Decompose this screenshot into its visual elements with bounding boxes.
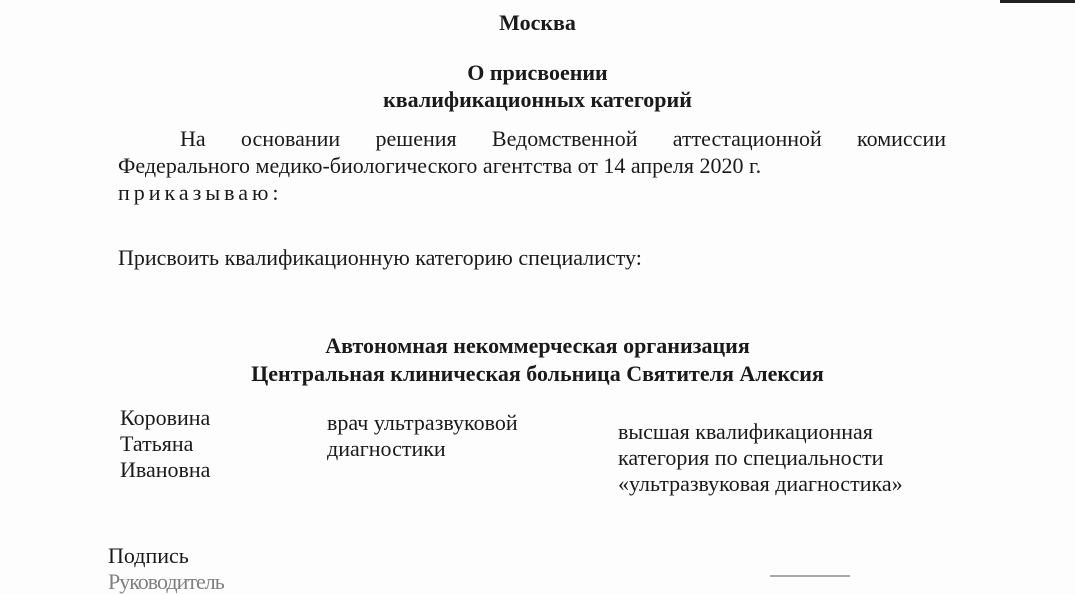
title-line-1: О присвоении xyxy=(467,60,608,85)
specialist-position xyxy=(327,410,518,462)
organization-line-1: Автономная некоммерческая организация xyxy=(325,333,750,358)
preamble-line-2: Федерального медико-биологического агентства от 14 апреля 2020 г. xyxy=(118,153,762,178)
organization-line-2: Центральная клиническая больница Святителя Алексия xyxy=(251,361,824,386)
category-line: высшая квалификационная xyxy=(618,419,873,444)
specialist-name xyxy=(120,405,210,483)
category-line: категория по специальности xyxy=(618,445,884,470)
position-line: врач ультразвуковой xyxy=(327,410,518,435)
city-heading: Москва xyxy=(499,10,576,35)
signature-label: Подпись xyxy=(108,543,189,568)
name-line: Ивановна xyxy=(120,457,211,482)
preamble-paragraph xyxy=(118,125,946,206)
specialist-category xyxy=(618,419,903,497)
name-line: Татьяна xyxy=(120,431,194,456)
position-line: диагностики xyxy=(327,436,446,461)
signature-role: Руководитель xyxy=(108,569,224,594)
stamp-mark xyxy=(770,575,850,585)
signature-block xyxy=(108,543,224,595)
preamble-line-3: приказываю: xyxy=(118,180,283,205)
title-line-2: квалификационных категорий xyxy=(383,87,692,112)
category-line: «ультразвуковая диагностика» xyxy=(618,471,903,496)
corner-mark xyxy=(1000,0,1075,3)
name-line: Коровина xyxy=(120,405,211,430)
order-text: Присвоить квалификационную категорию специалисту: xyxy=(118,245,642,270)
preamble-line-1: На основании решения Ведомственной аттестационной комиссии xyxy=(180,126,946,151)
